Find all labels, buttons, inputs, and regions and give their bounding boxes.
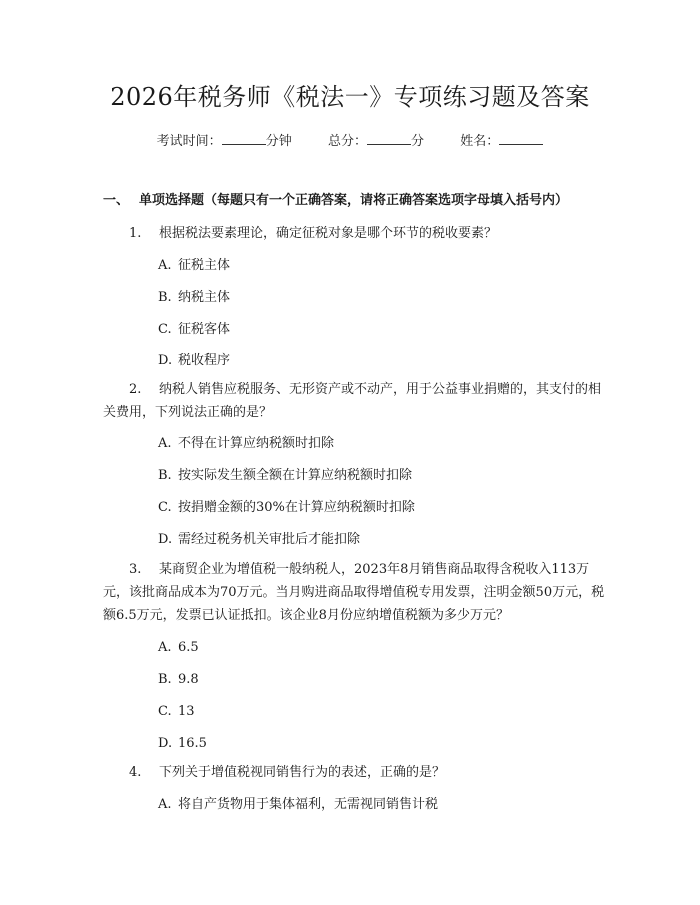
option-label: B. <box>158 672 172 687</box>
score-blank <box>367 131 411 145</box>
option-text: 13 <box>178 704 195 719</box>
option-text: 9.8 <box>178 672 199 687</box>
option-text: 按实际发生额全额在计算应纳税额时扣除 <box>178 468 413 483</box>
score-unit: 分 <box>411 134 425 149</box>
name-blank <box>499 131 543 145</box>
section-title: 单项选择题（每题只有一个正确答案，请将正确答案选项字母填入括号内） <box>139 193 569 208</box>
option-text: 6.5 <box>178 640 199 655</box>
option-3d <box>158 734 207 754</box>
option-label: C. <box>158 500 172 515</box>
option-2b <box>158 466 412 486</box>
option-label: D. <box>158 532 173 547</box>
question-text: 根据税法要素理论，确定征税对象是哪个环节的税收要素？ <box>159 226 498 241</box>
section-number: 一、 <box>103 193 130 208</box>
option-3c <box>158 702 195 722</box>
exam-meta-line <box>0 131 700 152</box>
option-text: 不得在计算应纳税额时扣除 <box>178 436 335 451</box>
option-text: 将自产货物用于集体福利，无需视同销售计税 <box>178 797 439 812</box>
question-1 <box>103 222 608 245</box>
option-label: B. <box>158 290 172 305</box>
question-4 <box>103 761 608 784</box>
option-label: A. <box>158 258 172 273</box>
document-title: 2026年税务师《税法一》专项练习题及答案 <box>110 83 590 111</box>
option-3b <box>158 670 199 690</box>
option-text: 按捐赠金额的30%在计算应纳税额时扣除 <box>178 500 415 515</box>
option-2d <box>158 530 360 550</box>
option-1a <box>158 256 230 276</box>
option-label: A. <box>158 436 172 451</box>
option-text: 征税主体 <box>178 258 231 273</box>
option-3a <box>158 638 199 658</box>
option-label: A. <box>158 797 172 812</box>
option-label: C. <box>158 704 172 719</box>
option-2a <box>158 434 334 454</box>
option-text: 16.5 <box>178 736 207 751</box>
question-number: 2. <box>129 382 142 397</box>
question-number: 3. <box>129 562 142 577</box>
option-1b <box>158 288 230 308</box>
question-3 <box>103 558 608 627</box>
option-4a <box>158 795 438 815</box>
name-label: 姓名： <box>460 134 500 149</box>
option-label: D. <box>158 736 173 751</box>
option-text: 征税客体 <box>178 322 231 337</box>
option-label: A. <box>158 640 172 655</box>
option-label: D. <box>158 353 173 368</box>
option-text: 纳税主体 <box>178 290 231 305</box>
question-text: 下列关于增值税视同销售行为的表述，正确的是？ <box>159 765 446 780</box>
time-unit: 分钟 <box>265 134 292 149</box>
question-2 <box>103 378 608 424</box>
question-number: 1. <box>129 226 142 241</box>
option-label: C. <box>158 322 172 337</box>
section-heading <box>103 191 643 211</box>
question-text: 某商贸企业为增值税一般纳税人，2023年8月销售商品取得含税收入113万元，该批商品成本为70万元。当月购进商品取得增值税专用发票，注明金额50万元，税额6.5万元，发票已认证抵扣。该企业8月份应纳增值税额为多少万元？ <box>103 562 605 623</box>
option-2c <box>158 498 415 518</box>
option-1c <box>158 320 230 340</box>
score-label: 总分： <box>327 134 367 149</box>
option-1d <box>158 351 230 371</box>
option-text: 税收程序 <box>178 353 231 368</box>
question-number: 4. <box>129 765 142 780</box>
time-label: 考试时间： <box>156 134 222 149</box>
option-label: B. <box>158 468 172 483</box>
option-text: 需经过税务机关审批后才能扣除 <box>178 532 361 547</box>
time-blank <box>222 131 266 145</box>
question-text: 纳税人销售应税服务、无形资产或不动产，用于公益事业捐赠的，其支付的相关费用，下列说法正确的是？ <box>103 382 602 420</box>
